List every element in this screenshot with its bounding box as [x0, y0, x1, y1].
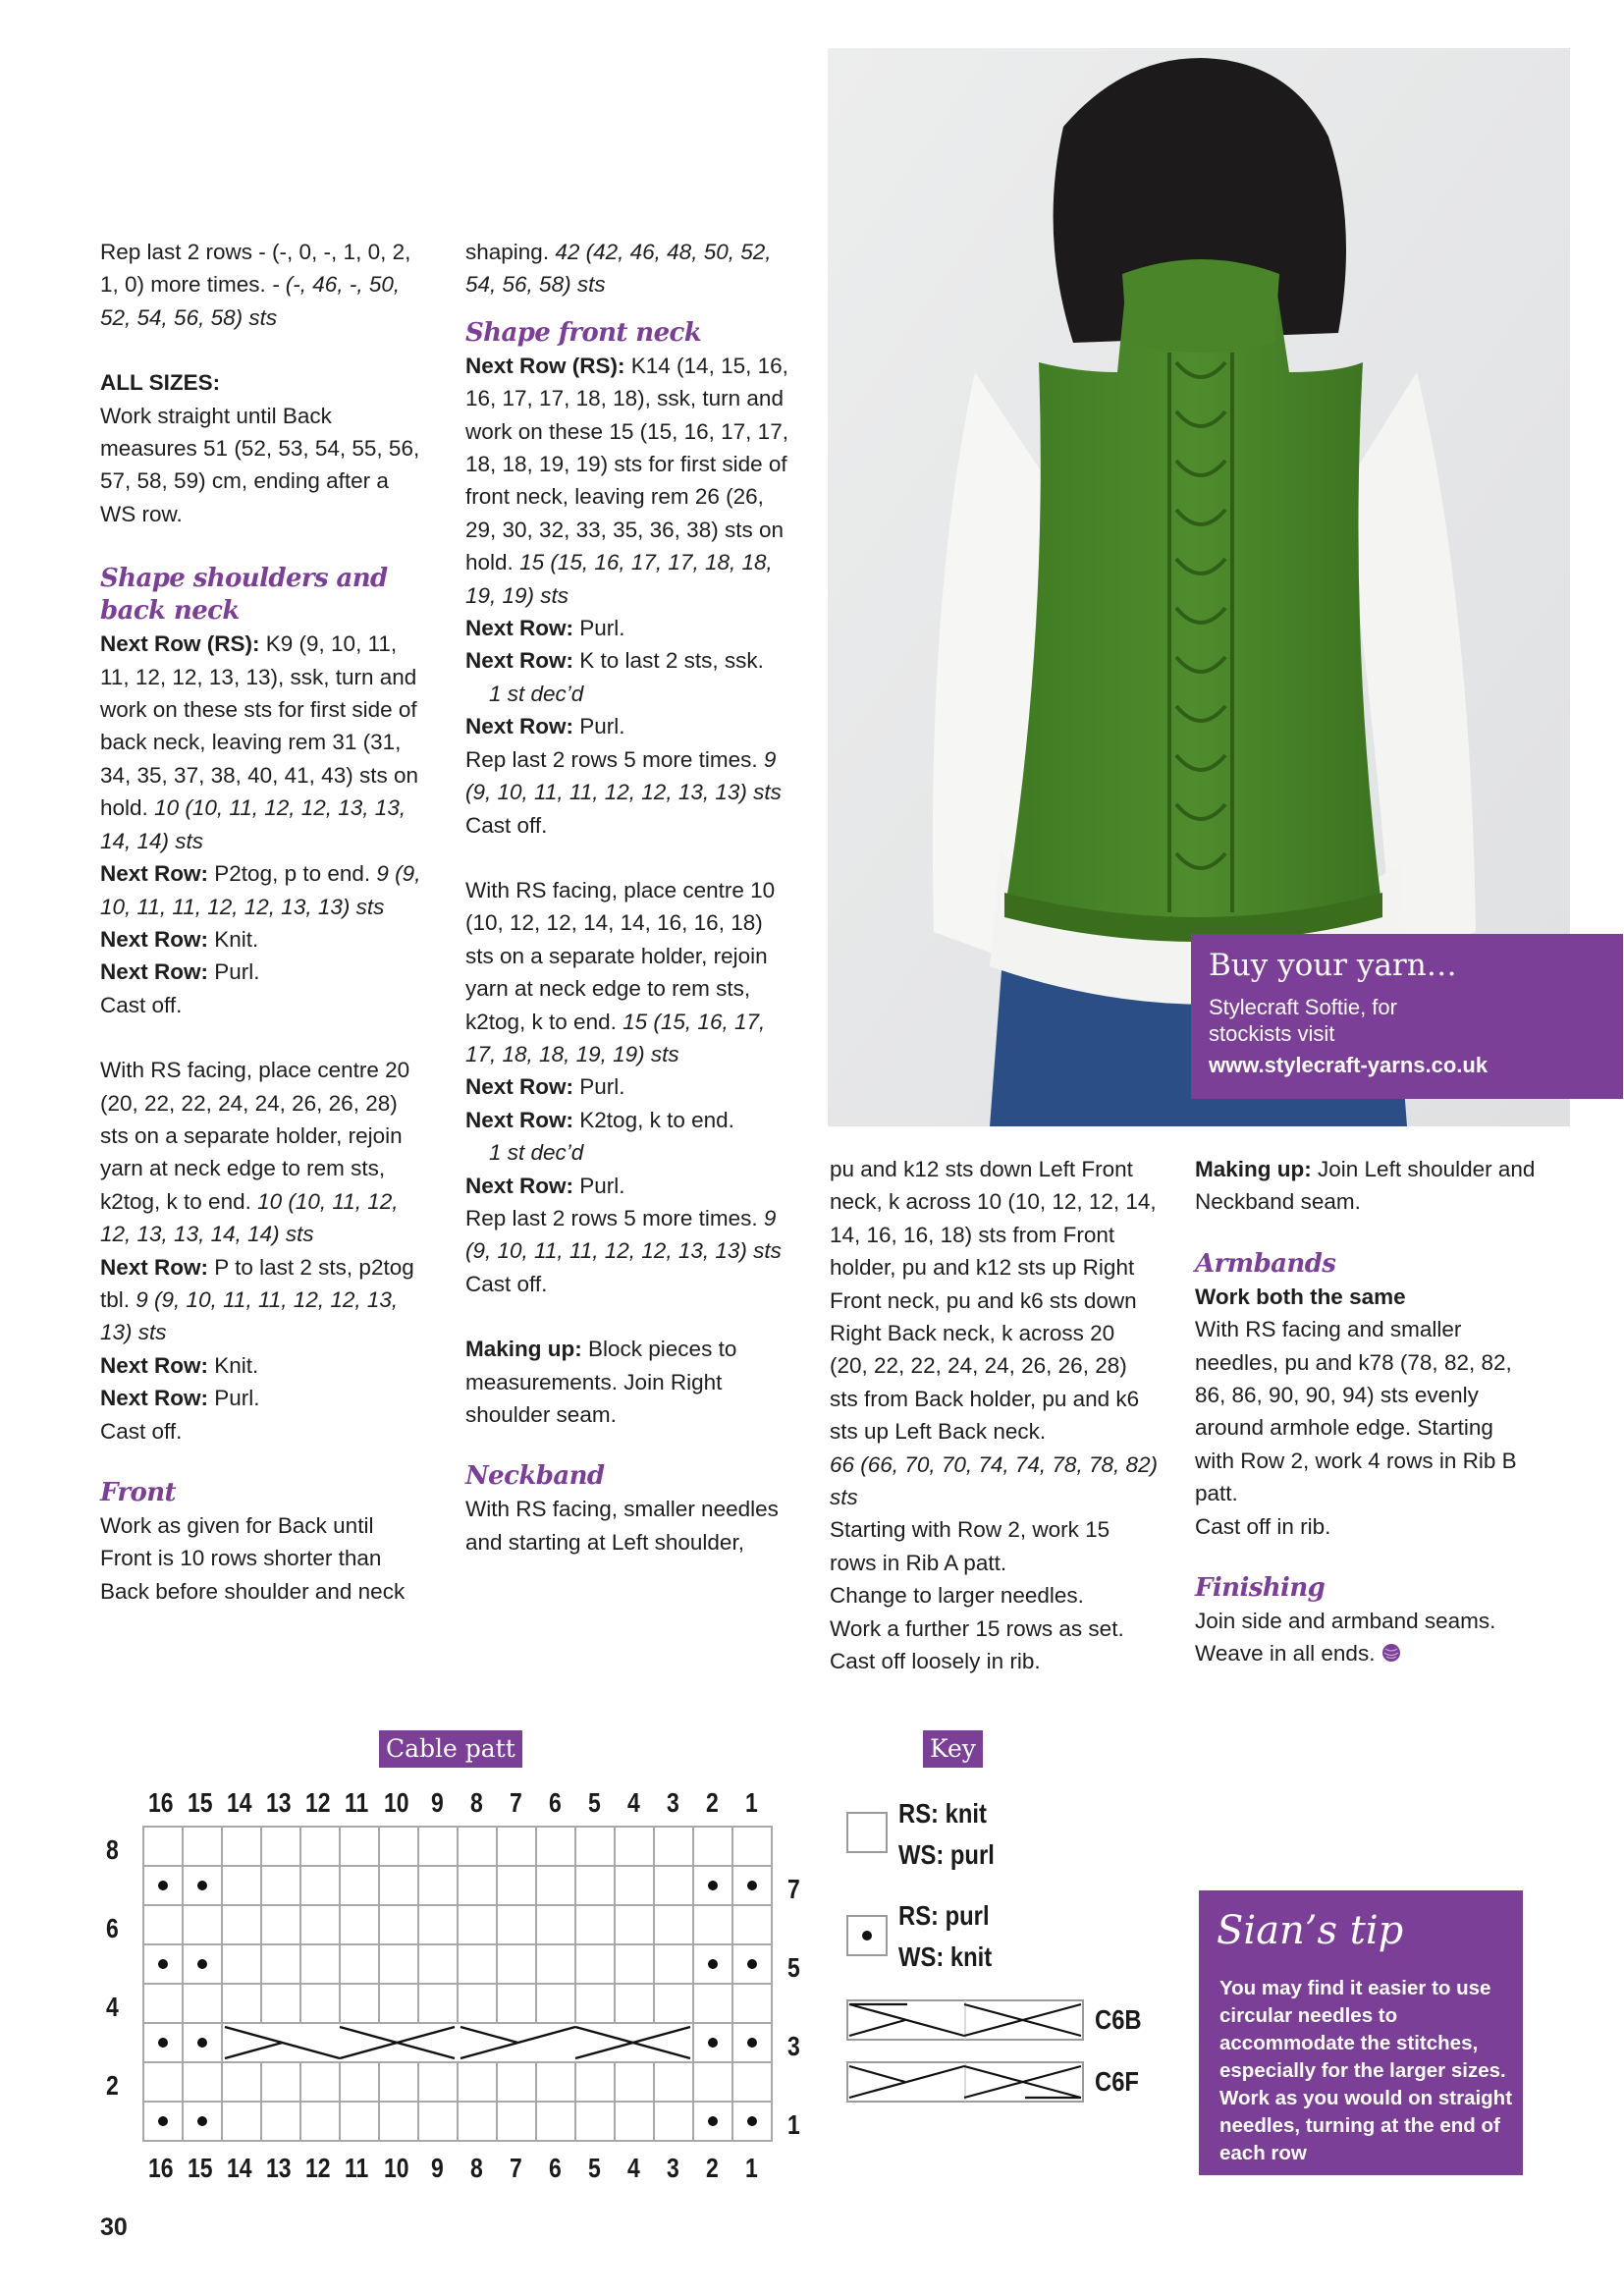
key-title: Key: [923, 1730, 983, 1768]
purl-dot: [747, 2116, 757, 2126]
chart-cell: [497, 1905, 536, 1944]
column-number: 13: [266, 2153, 292, 2183]
para-finishing: Join side and armband seams. Weave in all ends.: [1195, 1609, 1496, 1667]
heading-armbands: Armbands: [1195, 1248, 1336, 1279]
para-work-straight: Work straight until Back measures 51 (52, 53, 54, 55, 56, 57, 58, 59) cm, ending after a WS row.: [100, 403, 420, 526]
heading-neckband: Neckband: [465, 1461, 605, 1492]
para-making-up: Making up: Join Left shoulder and Neckband seam.: [1195, 1157, 1536, 1215]
purl-dot: [197, 1959, 207, 1969]
column-number: 9: [430, 2153, 444, 2183]
chart-cell: [222, 1827, 261, 1866]
row-instruction: Next Row: Purl.: [100, 1386, 260, 1411]
column-number: 8: [469, 2153, 483, 2183]
para-making-up: Making up: Block pieces to measurements. Join Right shoulder seam.: [465, 1337, 737, 1427]
para-armbands: With RS facing and smaller needles, pu and k78 (78, 82, 82, 86, 86, 90, 90, 94) sts evenly around armhole edge. Starting with Row 2, work 4 rows in Rib B patt.: [1195, 1317, 1517, 1506]
chart-cell: [340, 2062, 379, 2102]
stitch-count: 66 (66, 70, 70, 74, 74, 78, 78, 82) sts: [830, 1451, 1158, 1510]
chart-cell: [575, 2102, 615, 2141]
chart-cell: [615, 1944, 654, 1984]
heading-finishing: Finishing: [1195, 1573, 1326, 1604]
para-rep: Rep last 2 rows 5 more times. 9 (9, 10, 11, 11, 12, 12, 13, 13) sts: [465, 746, 782, 805]
chart-cell: [261, 2062, 300, 2102]
column-number: 8: [469, 1787, 483, 1818]
chart-cell: [654, 1984, 693, 2023]
chart-cell: [261, 1944, 300, 1984]
para-change: Change to larger needles.: [830, 1583, 1084, 1609]
column-number: 15: [188, 2153, 213, 2183]
row-instruction: Next Row: K to last 2 sts, ssk. 1 st dec’d: [465, 648, 764, 706]
chart-cell: [340, 1905, 379, 1944]
row-instruction: Next Row: Purl.: [465, 1074, 625, 1100]
chart-cell: [143, 1984, 183, 2023]
chart-cell: [183, 2062, 222, 2102]
chart-cell: [418, 2102, 458, 2141]
column-number: 11: [345, 1787, 369, 1818]
sians-tip-box: [1199, 1890, 1523, 2175]
column-number: 10: [384, 1787, 409, 1818]
chart-cell: [183, 1905, 222, 1944]
chart-cell: [536, 2062, 575, 2102]
chart-cell: [654, 2062, 693, 2102]
buy-yarn-box: [1191, 934, 1623, 1099]
row-instruction: Next Row: Knit.: [100, 926, 259, 952]
column-number: 5: [587, 2153, 601, 2183]
para-starting: Starting with Row 2, work 15 rows in Rib A patt.: [830, 1517, 1110, 1575]
chart-cell: [615, 2102, 654, 2141]
chart-cell: [340, 1984, 379, 2023]
chart-cell: [418, 1984, 458, 2023]
purl-dot: [158, 2038, 168, 2048]
purl-dot: [708, 2116, 718, 2126]
chart-cell: [143, 2062, 183, 2102]
para-further: Work a further 15 rows as set.: [830, 1615, 1124, 1641]
chart-cell: [340, 2102, 379, 2141]
purl-dot: [197, 2116, 207, 2126]
row-instruction: Next Row: Purl.: [465, 616, 625, 641]
key-label: RS: purl: [898, 1900, 990, 1931]
chart-cell: [300, 1827, 340, 1866]
para-rs-facing: With RS facing, place centre 20 (20, 22, 22, 24, 24, 26, 26, 28) sts on a separate holder, rejoin yarn at neck edge to rem sts, k2tog, k to end. 10 (10, 11, 12, 12, 13, 13, 14, 14) sts: [100, 1058, 410, 1247]
cast-off: Cast off.: [465, 812, 548, 838]
chart-cell: [497, 1827, 536, 1866]
column-number: 3: [666, 2153, 679, 2183]
chart-cell: [418, 1905, 458, 1944]
chart-cell: [575, 2062, 615, 2102]
chart-cell: [222, 1866, 261, 1905]
subheading-both: Work both the same: [1195, 1284, 1406, 1309]
buy-yarn-title: Buy your yarn…: [1209, 948, 1457, 983]
chart-cell: [536, 1905, 575, 1944]
purl-dot: [747, 1959, 757, 1969]
chart-cell: [261, 1905, 300, 1944]
chart-cell: [693, 1905, 732, 1944]
purl-dot: [747, 2038, 757, 2048]
chart-cell: [183, 1984, 222, 2023]
column-number: 9: [430, 1787, 444, 1818]
column-number: 6: [548, 1787, 562, 1818]
chart-cell: [575, 1827, 615, 1866]
tip-title: Sian’s tip: [1217, 1908, 1404, 1953]
column-number: 3: [666, 1787, 679, 1818]
chart-cell: [261, 1984, 300, 2023]
chart-cell: [615, 2062, 654, 2102]
cast-off: Cast off.: [100, 1418, 183, 1444]
para-neckband: With RS facing, smaller needles and starting at Left shoulder,: [465, 1497, 779, 1555]
para-front: Work as given for Back until Front is 10 rows shorter than Back before shoulder and neck: [100, 1513, 406, 1604]
buy-yarn-line: Stylecraft Softie, for: [1209, 995, 1397, 1019]
chart-cell: [654, 2102, 693, 2141]
chart-cell: [379, 1866, 418, 1905]
chart-cell: [418, 1866, 458, 1905]
chart-cell: [300, 2062, 340, 2102]
tip-text: You may find it easier to use circular needles to accommodate the stitches, especially for the larger sizes. Work as you would on straight needles, turning at the end of each row: [1219, 1977, 1513, 2164]
purl-symbol-icon: [846, 1915, 888, 1956]
para-pickup: pu and k12 sts down Left Front neck, k across 10 (10, 12, 12, 14, 14, 16, 16, 18) sts from Front holder, pu and k12 sts up Right Front neck, pu and k6 sts down Right Back neck, k across 20 (20, 22, 22, 24, 24, 26, 26, 28) sts from Back holder, pu and k6 sts up Left Back neck.: [830, 1157, 1157, 1445]
chart-cell: [497, 2062, 536, 2102]
chart-cell: [458, 2102, 497, 2141]
chart-cell: [732, 1905, 772, 1944]
row-number: 5: [787, 1952, 800, 1983]
chart-cell: [340, 1866, 379, 1905]
purl-dot: [708, 1881, 718, 1890]
chart-cell: [497, 1944, 536, 1984]
row-number: 2: [106, 2070, 119, 2101]
column-3: [830, 1153, 1159, 1678]
chart-cell: [575, 1866, 615, 1905]
column-number: 12: [305, 2153, 331, 2183]
column-number: 4: [626, 1787, 640, 1818]
row-instruction: Next Row: Knit.: [100, 1352, 259, 1378]
chart-cell: [143, 1905, 183, 1944]
yarn-ball-icon: [1381, 1643, 1401, 1663]
row-number: 7: [787, 1874, 800, 1904]
cable-chart-grid: [118, 1827, 766, 2082]
column-number: 16: [148, 1787, 174, 1818]
chart-cell: [143, 1827, 183, 1866]
chart-cell: [615, 1827, 654, 1866]
chart-cell: [536, 1827, 575, 1866]
key-label: RS: knit: [898, 1798, 987, 1829]
column-number: 1: [744, 1787, 758, 1818]
chart-cell: [732, 2062, 772, 2102]
column-number: 14: [227, 2153, 252, 2183]
chart-cell: [222, 2062, 261, 2102]
buy-yarn-line: stockists visit: [1209, 1021, 1335, 1046]
chart-cell: [575, 1944, 615, 1984]
column-number: 1: [744, 2153, 758, 2183]
key-label-c6b: C6B: [1095, 2004, 1142, 2035]
chart-cell: [261, 1866, 300, 1905]
para-rep: Rep last 2 rows - (-, 0, -, 1, 0, 2, 1, 0) more times. - (-, 46, -, 50, 52, 54, 56, 58) sts: [100, 240, 411, 330]
cast-off: Cast off.: [465, 1271, 548, 1296]
chart-cell: [575, 1984, 615, 2023]
page-number: 30: [100, 2214, 128, 2241]
chart-cell: [693, 1984, 732, 2023]
chart-cell: [458, 1944, 497, 1984]
chart-cell: [300, 1866, 340, 1905]
chart-cell: [379, 1984, 418, 2023]
chart-cell: [379, 2062, 418, 2102]
cast-off: Cast off.: [100, 992, 183, 1017]
chart-cell: [222, 1944, 261, 1984]
row-instruction: Next Row (RS): K9 (9, 10, 11, 11, 12, 12, 13, 13), ssk, turn and work on these sts for first side of back neck, leaving rem 31 (31, 34, 35, 37, 38, 40, 41, 43) sts on hold. 10 (10, 11, 12, 12, 13, 13, 14, 14) sts: [100, 631, 418, 853]
chart-cell: [418, 2062, 458, 2102]
chart-cell: [458, 1827, 497, 1866]
cast-off: Cast off in rib.: [1195, 1513, 1331, 1539]
chart-cell: [458, 1984, 497, 2023]
cast-off: Cast off loosely in rib.: [830, 1649, 1041, 1674]
chart-cell: [615, 1905, 654, 1944]
row-instruction: Next Row: P2tog, p to end. 9 (9, 10, 11, 11, 12, 12, 13, 13) sts: [100, 861, 421, 919]
chart-cell: [222, 1984, 261, 2023]
purl-dot: [747, 1881, 757, 1890]
chart-title: Cable patt: [379, 1730, 522, 1768]
key-label-c6f: C6F: [1095, 2066, 1139, 2097]
purl-dot: [158, 1881, 168, 1890]
column-4: [1195, 1153, 1539, 1670]
chart-cell: [497, 1866, 536, 1905]
column-2: [465, 236, 794, 1558]
chart-cell: [379, 1905, 418, 1944]
chart-cell: [536, 1944, 575, 1984]
chart-cell: [654, 1827, 693, 1866]
para-shaping: shaping. 42 (42, 46, 48, 50, 52, 54, 56, 58) sts: [465, 240, 772, 298]
column-number: 6: [548, 2153, 562, 2183]
heading-shape-front-neck: Shape front neck: [465, 317, 702, 348]
stockist-link[interactable]: www.stylecraft-yarns.co.uk: [1209, 1053, 1489, 1077]
row-instruction: Next Row: P to last 2 sts, p2tog tbl. 9 (9, 10, 11, 11, 12, 12, 13, 13) sts: [100, 1254, 414, 1345]
column-number: 7: [509, 1787, 522, 1818]
chart-cell: [183, 1827, 222, 1866]
chart-cell: [458, 1905, 497, 1944]
row-number: 6: [106, 1913, 119, 1943]
cable-cell: [223, 2024, 692, 2061]
row-instruction: Next Row (RS): K14 (14, 15, 16, 16, 17, 17, 18, 18), ssk, turn and work on these 15 (15, 16, 17, 17, 18, 18, 19, 19) sts for first side of front neck, leaving rem 26 (26, 29, 30, 32, 33, 35, 36, 38) sts on hold. 15 (15, 16, 17, 17, 18, 18, 19, 19) sts: [465, 353, 788, 608]
chart-cell: [222, 1905, 261, 1944]
knit-symbol-icon: [846, 1812, 888, 1853]
chart-cell: [340, 1944, 379, 1984]
chart-cell: [732, 1827, 772, 1866]
chart-cell: [497, 2102, 536, 2141]
column-number: 16: [148, 2153, 174, 2183]
row-instruction: Next Row: Purl.: [465, 714, 625, 739]
column-number: 5: [587, 1787, 601, 1818]
chart-cell: [418, 1827, 458, 1866]
para-rs-facing: With RS facing, place centre 10 (10, 12, 12, 14, 14, 16, 16, 18) sts on a separate holder, rejoin yarn at neck edge to rem sts, k2tog, k to end. 15 (15, 16, 17, 17, 18, 18, 19, 19) sts: [465, 877, 776, 1066]
row-number: 4: [106, 1992, 119, 2022]
purl-dot: [158, 2116, 168, 2126]
column-1: [100, 236, 429, 1608]
row-instruction: Next Row: Purl.: [100, 959, 260, 985]
chart-cell: [654, 1866, 693, 1905]
column-number: 4: [626, 2153, 640, 2183]
chart-cell: [222, 2102, 261, 2141]
chart-cell: [536, 2102, 575, 2141]
chart-cell: [300, 1944, 340, 1984]
chart-cell: [379, 1827, 418, 1866]
chart-cell: [536, 1866, 575, 1905]
row-instruction: Next Row: Purl.: [465, 1173, 625, 1198]
row-instruction: Next Row: K2tog, k to end. 1 st dec’d: [465, 1107, 734, 1166]
chart-cell: [418, 1944, 458, 1984]
chart-cell: [300, 2102, 340, 2141]
chart-cell: [615, 1866, 654, 1905]
column-number: 12: [305, 1787, 331, 1818]
column-number: 15: [188, 1787, 213, 1818]
chart-cell: [340, 1827, 379, 1866]
column-number: 2: [705, 2153, 719, 2183]
c6f-cable-symbol-icon: [846, 2061, 1084, 2103]
chart-cell: [693, 2062, 732, 2102]
chart-cell: [261, 2102, 300, 2141]
purl-dot: [197, 1881, 207, 1890]
row-number: 8: [106, 1834, 119, 1865]
heading-shape-shoulders: Shape shoulders and back neck: [100, 564, 388, 627]
chart-cell: [732, 1984, 772, 2023]
chart-cell: [261, 1827, 300, 1866]
all-sizes-label: ALL SIZES:: [100, 370, 221, 396]
chart-cell: [575, 1905, 615, 1944]
chart-cell: [458, 1866, 497, 1905]
para-rep: Rep last 2 rows 5 more times. 9 (9, 10, 11, 11, 12, 12, 13, 13) sts: [465, 1205, 782, 1264]
column-number: 10: [384, 2153, 409, 2183]
key-label: WS: knit: [898, 1941, 993, 1972]
c6b-cable-symbol-icon: [846, 1999, 1084, 2041]
key-label: WS: purl: [898, 1839, 995, 1870]
chart-cell: [379, 1944, 418, 1984]
chart-cell: [497, 1984, 536, 2023]
chart-cell: [693, 1827, 732, 1866]
purl-dot: [197, 2038, 207, 2048]
chart-cell: [654, 1944, 693, 1984]
purl-dot: [158, 1959, 168, 1969]
column-number: 2: [705, 1787, 719, 1818]
purl-dot: [708, 2038, 718, 2048]
chart-cell: [300, 1905, 340, 1944]
column-number: 11: [345, 2153, 369, 2183]
chart-cell: [615, 1984, 654, 2023]
row-number: 1: [787, 2109, 800, 2140]
chart-cell: [654, 1905, 693, 1944]
heading-front: Front: [100, 1478, 176, 1507]
chart-cell: [458, 2062, 497, 2102]
row-number: 3: [787, 2031, 800, 2061]
chart-cell: [300, 1984, 340, 2023]
purl-dot: [708, 1959, 718, 1969]
chart-cell: [536, 1984, 575, 2023]
column-number: 7: [509, 2153, 522, 2183]
chart-cell: [379, 2102, 418, 2141]
column-number: 14: [227, 1787, 252, 1818]
column-number: 13: [266, 1787, 292, 1818]
